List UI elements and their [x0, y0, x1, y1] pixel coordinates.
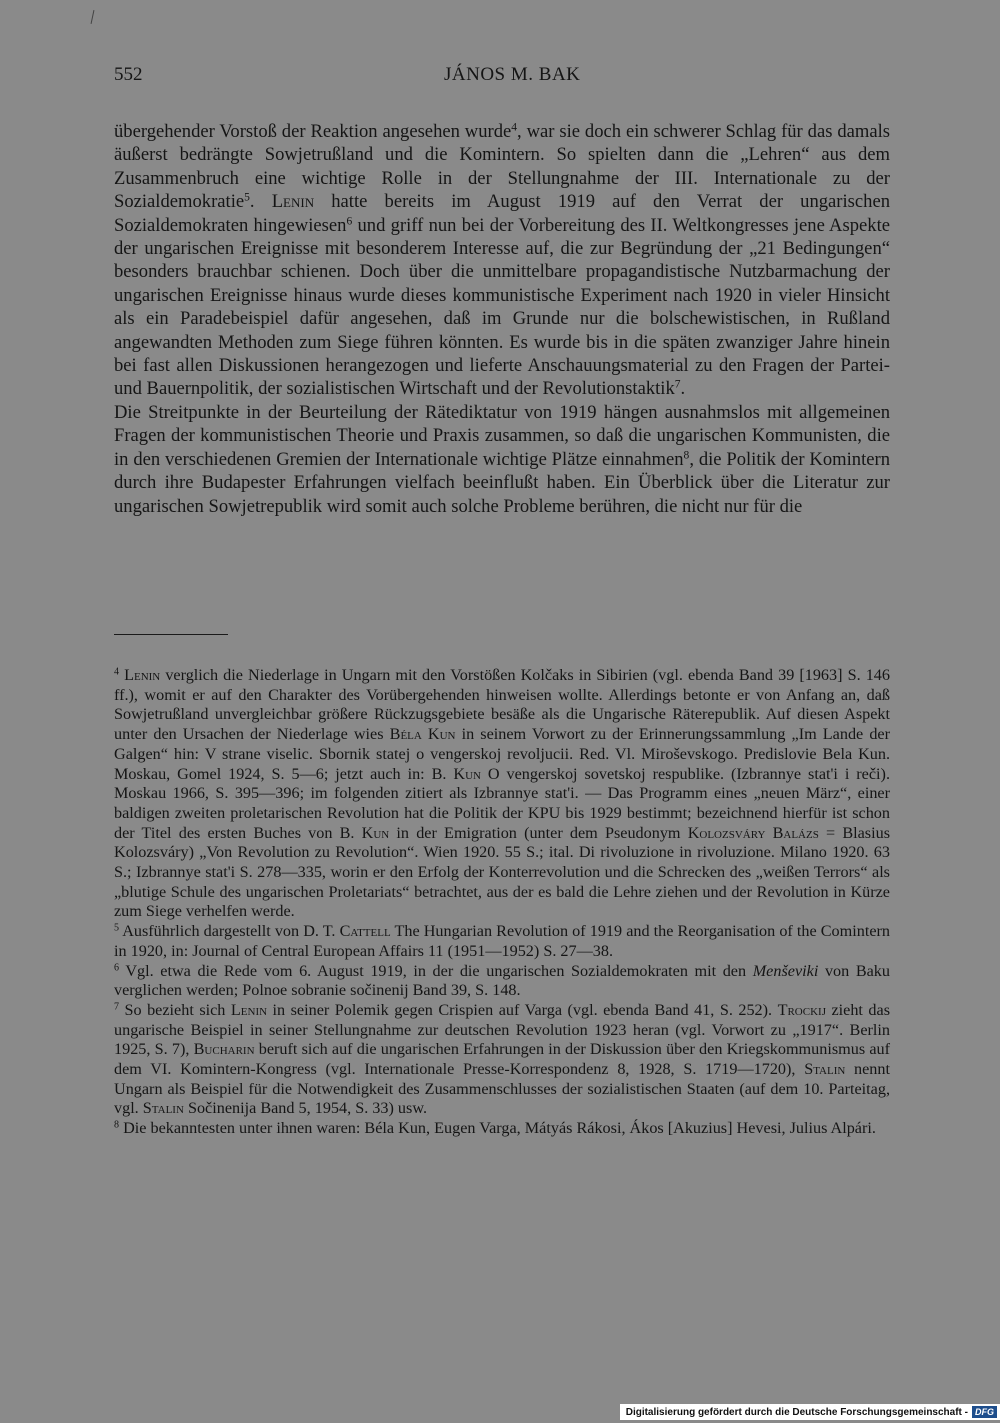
text-run: beruft sich auf die ungarischen Erfahrungen in der Diskussion über den Kriegskommunismus auf dem VI. Komintern-Kongress (vgl. Internationale Presse-Korrespondenz 8, 1928, S. 1719—1720),	[114, 1040, 890, 1079]
dfg-logo-icon: DFG	[972, 1406, 997, 1418]
footnotes	[114, 666, 890, 1139]
author-name: Bucharin	[193, 1040, 255, 1059]
author-name: Kun	[453, 764, 481, 783]
digitization-credit	[620, 1404, 1000, 1420]
footnote-7	[114, 1001, 890, 1119]
scan-mark	[91, 10, 95, 24]
credit-text: Digitalisierung gefördert durch die Deutsche Forschungsgemeinschaft -	[625, 1406, 968, 1418]
footnote-marker: 5	[114, 922, 120, 934]
text-run: O vengerskoj sovetskoj respublike. (Izbrannye stat'i i reči). Moskau 1966, S. 395—396; im folgenden zitiert als Izbrannye stat'i. — Das Programm eines „neuen März“, einer baldigen zweiten proletarischen Revolution hat die Politik der KPU bis 1929 bestimmt; bezeichnend hierfür ist schon der Titel des ersten Buches von B.	[114, 764, 890, 842]
text-run: , die Politik der Komintern durch ihre Budapester Erfahrungen vielfach beeinflußt haben. Ein Überblick über die Literatur zur ungarischen Sowjetrepublik wird somit auch solche Probleme berühren, die nicht nur für die	[114, 448, 890, 517]
footnote-rule	[114, 634, 228, 635]
footnote-marker: 7	[114, 1001, 120, 1013]
author-name: Lenin	[271, 191, 315, 213]
text-run: in seiner Polemik gegen Crispien auf Varga (vgl. ebenda Band 41, S. 252).	[267, 1000, 778, 1019]
footnote-marker: 6	[114, 962, 120, 974]
text-run: hatte bereits im August 1919 auf den Verrat der ungarischen Sozialdemokraten hingewiesen	[114, 191, 890, 236]
page-number: 552	[114, 64, 143, 85]
italic-term: Menševiki	[752, 961, 819, 980]
running-head: JÁNOS M. BAK	[444, 64, 581, 85]
author-name: Béla Kun	[389, 725, 456, 744]
text-run: Sočinenija Band 5, 1954, S. 33) usw.	[183, 1099, 428, 1118]
footnote-4	[114, 666, 890, 922]
footnote-8	[114, 1119, 890, 1139]
footnote-marker: 4	[114, 666, 120, 678]
text-run: in der Emigration (unter dem Pseudonym	[389, 823, 688, 842]
text-run: übergehender Vorstoß der Reaktion angesehen wurde	[114, 121, 512, 142]
footnote-5	[114, 922, 890, 961]
footnote-ref: 6	[346, 215, 353, 228]
author-name: Lenin	[230, 1000, 268, 1019]
paragraph	[114, 401, 890, 518]
text-run: Die Streitpunkte in der Beurteilung der Rätediktatur von 1919 hängen ausnahmslos mit allgemeinen Fragen der kommunistischen Theorie und Praxis zusammen, so daß die ungarischen Kommunisten, die in den verschiedenen Gremien der Internationale wichtige Plätze einnahmen	[114, 401, 890, 470]
author-name: Trockij	[777, 1000, 826, 1019]
footnote-6	[114, 962, 890, 1001]
page-header	[114, 64, 890, 94]
author-name: Cattell	[339, 922, 391, 941]
author-name: Stalin	[142, 1099, 184, 1118]
text-run: = Blasius Kolozsváry) „Von Revolution zu Revolution“. Wien 1920. 55 S.; ital. Di rivoluzione in rivoluzione. Milano 1920. 63 S.; Izbrannye stat'i S. 278—335, worin er den Erfolg der Konterrevolution und die Schrecken des „weißen Terrors“ als „blutige Schule des ungarischen Proletariats“ betrachtet, aus der es bald die Lehre ziehen und der Revolution in Kürze zum Siege verhelfen werde.	[114, 823, 890, 921]
text-run: zieht das ungarische Beispiel in seiner Stellungnahme zur deutschen Revolution 1923 heran (vgl. Vorwort zu „1917“. Berlin 1925, S. 7),	[114, 1000, 890, 1059]
text-run: .	[680, 378, 686, 400]
text-run: von Baku verglichen werden; Polnoe sobranie sočinenij Band 39, S. 148.	[114, 961, 890, 1000]
text-run: .	[249, 191, 272, 213]
text-run: und griff nun bei der Vorbereitung des II. Weltkongresses jene Aspekte der ungarischen Ereignisse mit besonderem Interesse auf, die zur Begründung der „21 Bedingungen“ besonders brauchbar schienen. Doch über die unmittelbare propagandistische Nutzbarmachung der ungarischen Ereignisse hinaus wurde dieses kommunistische Experiment nach 1920 in vieler Hinsicht als ein Paradebeispiel dafür angesehen, daß im Grunde nur die bolschewistischen, in Rußland angewandten Methoden zum Siege führen könnten. Es wurde bis in die späten zwanziger Jahre hinein bei fast allen Diskussionen herangezogen und lieferte Anschauungsmaterial zu den Fragen der Partei- und Bauernpolitik, der sozialistischen Wirtschaft und der Revolutionstaktik	[114, 214, 890, 400]
footnote-ref: 5	[244, 191, 250, 204]
text-run: Ausführlich dargestellt von D. T.	[119, 922, 340, 941]
footnote-ref: 4	[511, 121, 518, 134]
text-run: The Hungarian Revolution of 1919 and the Reorganisation of the Comintern in 1920, in: Journal of Central European Affairs 11 (1951—1952) S. 27—38.	[114, 922, 890, 960]
paragraph	[114, 120, 890, 401]
footnote-ref: 8	[683, 449, 690, 462]
text-run: in seinem Vorwort zu der Erinnerungssammlung „Im Lande der Galgen“ hin: V strane viselic. Sbornik statej o vengerskoj revoljucii. Red. Vl. Miroševskogo. Predislovie Bela Kun. Moskau, Gomel 1924, S. 5—6; jetzt auch in: B.	[114, 725, 891, 783]
main-text	[114, 120, 890, 518]
text-run: nennt Ungarn als Beispiel für die Notwendigkeit des Zusammenschlusses der sozialistischen Staaten (auf dem 10. Parteitag, vgl.	[114, 1060, 890, 1118]
text-run: , war sie doch ein schwerer Schlag für das damals äußerst bedrängte Sowjetrußland und die Komintern. So spielten dann die „Lehren“ aus dem Zusammenbruch eine wichtige Rolle in der Stellungnahme der III. Internationale zu der Sozialdemokratie	[114, 121, 890, 213]
text-run: Vgl. etwa die Rede vom 6. August 1919, in der die ungarischen Sozialdemokraten mit den	[119, 961, 753, 980]
footnote-marker: 8	[114, 1119, 120, 1131]
author-name: Kolozsváry Balázs	[687, 823, 819, 842]
author-name: Stalin	[804, 1060, 846, 1079]
text-run: verglich die Niederlage in Ungarn mit den Vorstößen Kolčaks in Sibirien (vgl. ebenda Band 39 [1963] S. 146 ff.), womit er auf den Charakter des Vorübergehenden hinweisen wollte. Allerdings betonte er von Anfang an, daß Sowjetrußland unvergleichbar größere Rückzugsgebiete besäße als die Ungarische Räterepublik. Auf diesen Aspekt unter den Ursachen der Niederlage wies	[114, 666, 890, 744]
author-name: Lenin	[124, 666, 161, 684]
footnote-ref: 7	[674, 379, 681, 392]
author-name: Kun	[361, 823, 390, 842]
text-run: Die bekanntesten unter ihnen waren: Béla Kun, Eugen Varga, Mátyás Rákosi, Ákos [Akuzius] Hevesi, Julius Alpári.	[119, 1119, 876, 1138]
text-run: So bezieht sich	[119, 1000, 231, 1019]
